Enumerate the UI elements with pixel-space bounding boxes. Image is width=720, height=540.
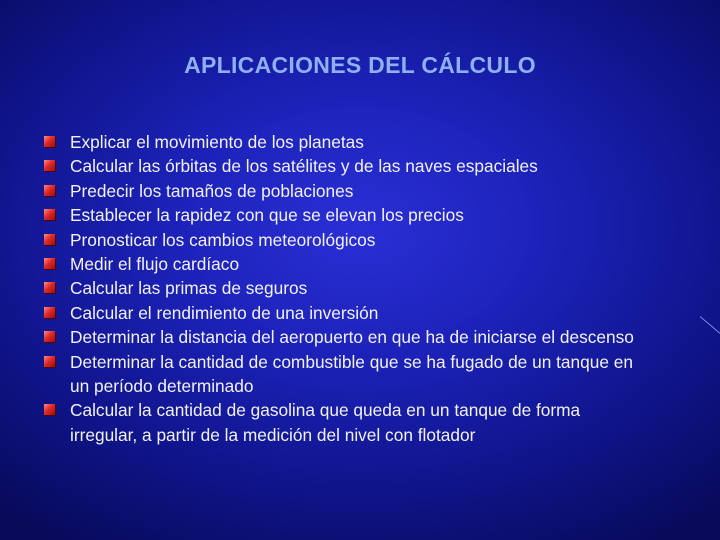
bullet-square-icon	[44, 234, 55, 245]
list-item-text: Medir el flujo cardíaco	[70, 254, 240, 275]
list-item	[44, 350, 644, 399]
list-item	[44, 154, 644, 178]
list-item-text: Calcular las órbitas de los satélites y de las naves espaciales	[70, 156, 538, 177]
bullet-square-icon	[44, 307, 55, 318]
list-item	[44, 252, 644, 276]
list-item-text: Establecer la rapidez con que se elevan los precios	[70, 205, 464, 226]
bullet-square-icon	[44, 282, 55, 293]
list-item	[44, 130, 644, 154]
list-item-text: Determinar la distancia del aeropuerto en que ha de iniciarse el descenso	[70, 327, 634, 348]
list-item	[44, 398, 644, 447]
list-item	[44, 203, 644, 227]
decorative-line	[700, 316, 720, 333]
bullet-square-icon	[44, 258, 55, 269]
bullet-square-icon	[44, 209, 55, 220]
list-item-text: Predecir los tamaños de poblaciones	[70, 180, 354, 201]
list-item	[44, 301, 644, 325]
bullet-square-icon	[44, 160, 55, 171]
bullet-list	[44, 130, 644, 447]
slide-title: APLICACIONES DEL CÁLCULO	[184, 52, 536, 78]
list-item-text: Determinar la cantidad de combustible que se ha fugado de un tanque en un período determinado	[70, 351, 633, 397]
list-item	[44, 325, 644, 349]
bullet-square-icon	[44, 185, 55, 196]
bullet-square-icon	[44, 331, 55, 342]
list-item-text: Calcular las primas de seguros	[70, 278, 308, 299]
bullet-square-icon	[44, 136, 55, 147]
list-item-text: Calcular la cantidad de gasolina que queda en un tanque de forma irregular, a partir de la medición del nivel con flotador	[70, 400, 581, 445]
list-item	[44, 228, 644, 252]
bullet-square-icon	[44, 356, 55, 367]
bullet-square-icon	[44, 404, 55, 415]
list-item	[44, 179, 644, 203]
list-item	[44, 276, 644, 300]
list-item-text: Pronosticar los cambios meteorológicos	[70, 229, 376, 250]
list-item-text: Calcular el rendimiento de una inversión	[70, 302, 379, 323]
list-item-text: Explicar el movimiento de los planetas	[70, 132, 364, 152]
